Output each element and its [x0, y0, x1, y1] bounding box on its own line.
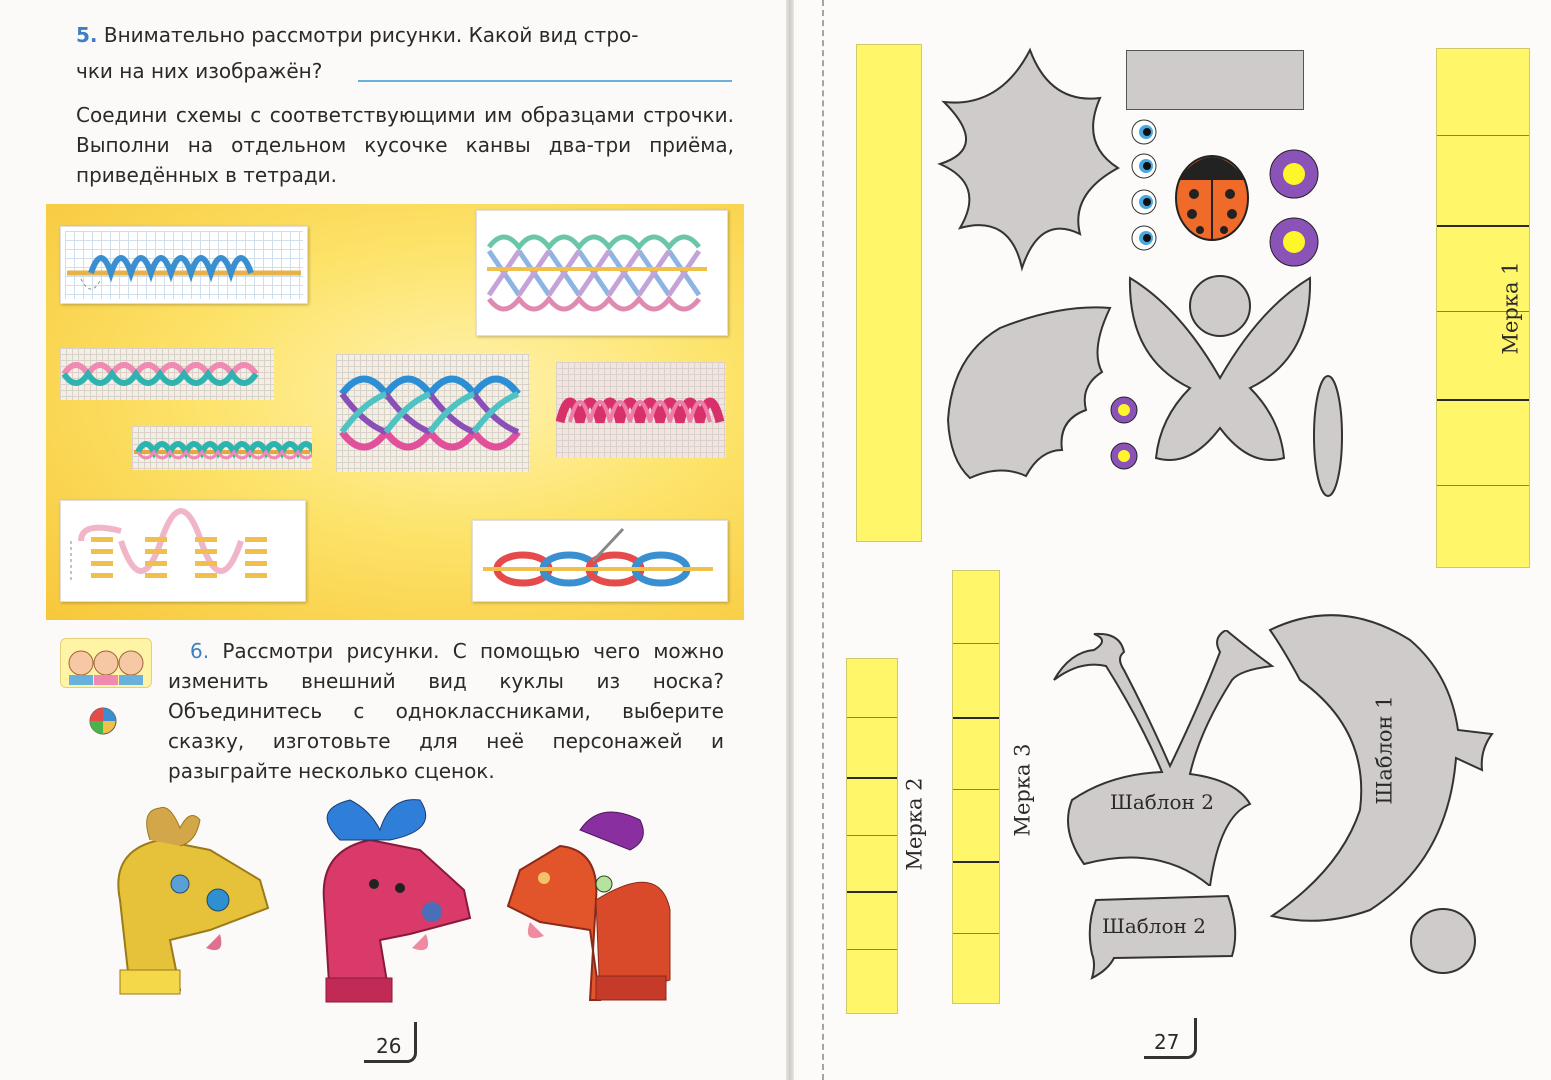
purple-rings[interactable] [1266, 146, 1326, 270]
page-number-left: 26 [376, 1034, 402, 1058]
task5-question-1: Внимательно рассмотри рисунки. Какой вид стро- [103, 23, 639, 47]
task5-line1 [76, 20, 736, 50]
task6-number: 6. [190, 639, 210, 663]
ladybug[interactable] [1172, 140, 1252, 244]
shablon-2-template[interactable] [1050, 630, 1290, 886]
merka-3-strip[interactable] [952, 570, 1000, 1004]
stitch-sample-4[interactable] [132, 426, 312, 470]
shablon-1-label: Шаблон 1 [1372, 695, 1397, 805]
stitch-scheme-2[interactable] [476, 210, 728, 336]
task6-text [168, 636, 724, 786]
stitch-scheme-3[interactable] [60, 500, 306, 602]
merka-2-strip[interactable] [846, 658, 898, 1014]
shablon-2-label-a: Шаблон 2 [1110, 790, 1214, 814]
book-spine [786, 0, 794, 1080]
task5-paragraph: Соедини схемы с соответствующими им образцами строчки. Выполни на отдельном кусочке канвы два-три приёма, приведённых в тетради. [76, 103, 734, 187]
oval-template[interactable] [1312, 374, 1344, 498]
grey-bar[interactable] [1126, 50, 1304, 110]
merka-1-label: Мерка 1 [1498, 261, 1523, 355]
stitch-samples-panel [46, 204, 744, 620]
butterfly-template[interactable] [1120, 268, 1320, 494]
stitch-sample-1[interactable] [60, 348, 274, 400]
circle-template[interactable] [1408, 906, 1478, 976]
cut-line [822, 0, 824, 1080]
task5-question-2: чки на них изображён? [76, 59, 323, 83]
long-strip[interactable] [856, 44, 922, 542]
flower-template[interactable] [930, 44, 1130, 274]
page-number-right: 27 [1154, 1030, 1180, 1054]
sock-puppet-pink [300, 790, 490, 1010]
answer-line[interactable] [358, 80, 732, 82]
stitch-scheme-4[interactable] [472, 520, 728, 602]
stitch-sample-3[interactable] [556, 362, 726, 458]
task5-number: 5. [76, 23, 98, 47]
shablon-2-label-b: Шаблон 2 [1102, 914, 1206, 938]
merka-3-label: Мерка 3 [1010, 743, 1035, 837]
group-work-icon [88, 706, 118, 736]
stitch-scheme-1[interactable] [60, 226, 308, 304]
sock-puppet-yellow [100, 800, 280, 1000]
eyes-set[interactable] [1128, 118, 1162, 258]
kids-icon [60, 638, 152, 688]
merka-2-label: Мерка 2 [902, 777, 927, 871]
leaf-template[interactable] [940, 300, 1116, 490]
task6-body: Рассмотри рисунки. С помощью чего можно изменить внешний вид куклы из носка? Объединитесь с одноклассниками, выберите сказку, изготовьте для неё персонажей и разыграйте несколько сценок. [168, 639, 724, 783]
stitch-sample-2[interactable] [336, 354, 530, 472]
sock-puppet-red [500, 790, 690, 1010]
